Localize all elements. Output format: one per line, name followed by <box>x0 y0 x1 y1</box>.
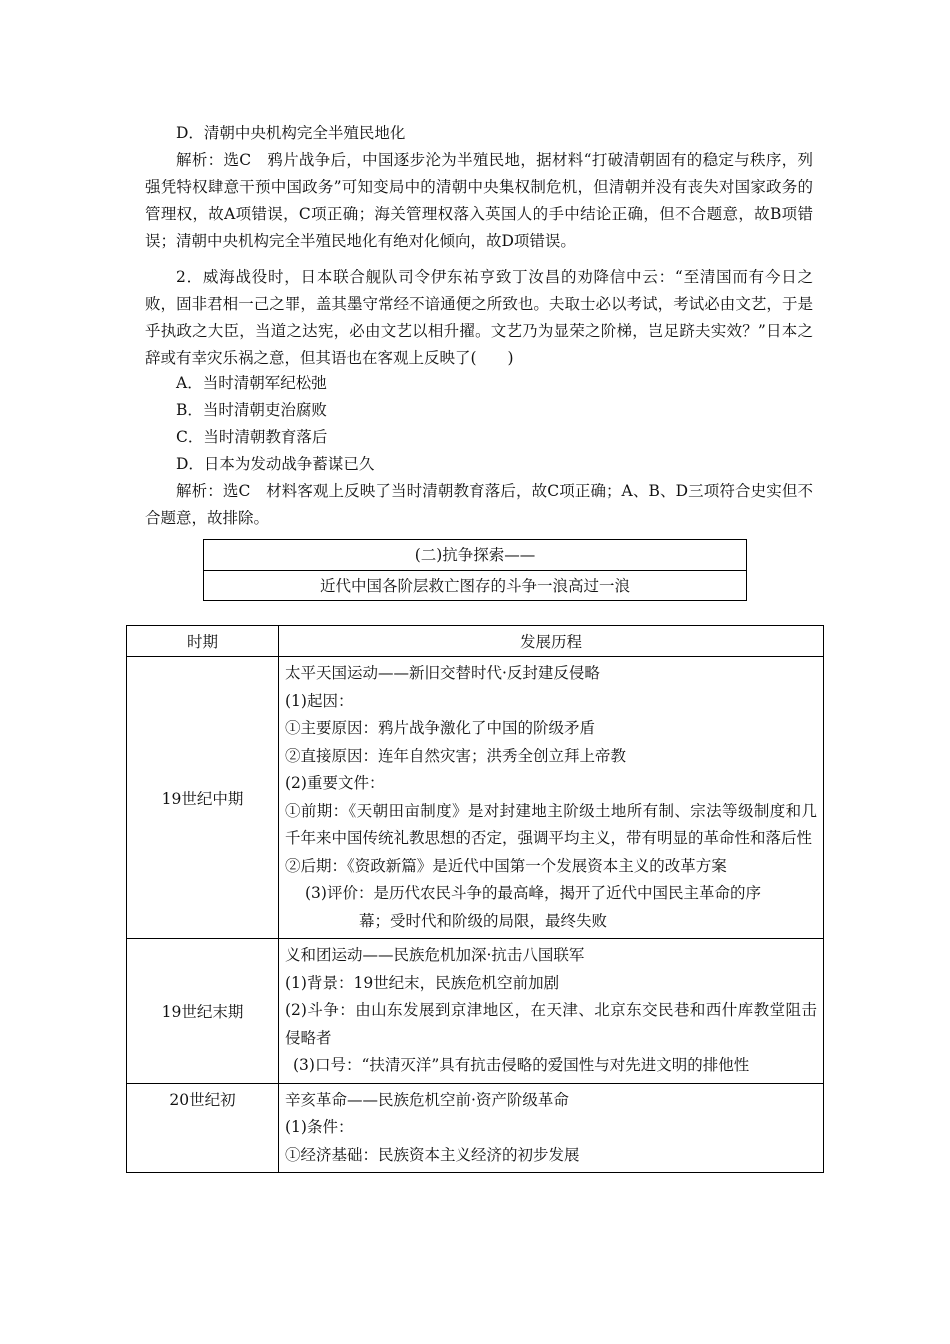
row-line: ①主要原因：鸦片战争激化了中国的阶级矛盾 <box>285 719 596 737</box>
row-line: (1)条件： <box>285 1118 354 1136</box>
row-line: (3)口号：“扶清灭洋”具有抗击侵略的爱国性与对先进文明的排他性 <box>293 1056 750 1074</box>
row-line: (1)背景：19世纪末，民族危机空前加剧 <box>285 973 560 992</box>
period-cell: 19世纪末期 <box>127 939 279 1084</box>
header-process: 发展历程 <box>279 626 824 657</box>
table-row <box>127 657 824 939</box>
section-title: (二)抗争探索—— <box>414 546 536 564</box>
row-line: ①经济基础：民族资本主义经济的初步发展 <box>285 1145 580 1164</box>
process-cell <box>279 1083 824 1173</box>
row-heading: 义和团运动——民族危机加深·抗击八国联军 <box>285 946 585 964</box>
row-line: ①前期：《天朝田亩制度》是对封建地主阶级土地所有制、宗法等级制度和几千年来中国传统礼教思想的否定，强调平均主义，带有明显的革命性和落后性 <box>285 801 817 847</box>
q1-analysis: 解析：选C 鸦片战争后，中国逐步沦为半殖民地，据材料“打破清朝固有的稳定与秩序，列强凭特权肆意干预中国政务”可知变局中的清朝中央集权制危机，但清朝并没有丧失对国家政务的管理权，故A项错误，C项正确；海关管理权落入英国人的手中结论正确，但不合题意，故B项错误；清朝中央机构完全半殖民地化有绝对化倾向，故D项错误。 <box>145 151 813 250</box>
period-cell: 19世纪中期 <box>127 657 279 939</box>
row-line: (2)斗争：由山东发展到京津地区，在天津、北京东交民巷和西什库教堂阻击侵略者 <box>285 1001 817 1047</box>
row-line: 幕；受时代和阶级的局限，最终失败 <box>359 911 608 930</box>
section-heading-box <box>203 539 747 601</box>
row-line: (3)评价：是历代农民斗争的最高峰，揭开了近代中国民主革命的序 <box>305 884 761 902</box>
history-table <box>126 625 824 1173</box>
row-line: ②后期：《资政新篇》是近代中国第一个发展资本主义的改革方案 <box>285 856 727 875</box>
row-heading: 辛亥革命——民族危机空前·资产阶级革命 <box>285 1090 569 1109</box>
q2-option-a: A．当时清朝军纪松弛 <box>176 374 327 392</box>
q2-option-d: D．日本为发动战争蓄谋已久 <box>176 455 375 473</box>
q1-option-d: D．清朝中央机构完全半殖民地化 <box>176 124 406 142</box>
row-line: ②直接原因：连年自然灾害；洪秀全创立拜上帝教 <box>285 746 627 765</box>
process-cell <box>279 657 824 939</box>
header-period: 时期 <box>127 626 279 657</box>
period-cell: 20世纪初 <box>127 1083 279 1173</box>
table-row <box>127 1083 824 1173</box>
table-row <box>127 939 824 1084</box>
row-heading: 太平天国运动——新旧交替时代·反封建反侵略 <box>285 664 600 682</box>
q2-option-c: C．当时清朝教育落后 <box>176 428 328 446</box>
q2-option-b: B．当时清朝吏治腐败 <box>176 401 327 419</box>
row-line: (1)起因： <box>285 691 354 710</box>
q2-stem: 2．威海战役时，日本联合舰队司令伊东祐亨致丁汝昌的劝降信中云：“至清国而有今日之败，固非君相一己之罪，盖其墨守常经不谙通便之所致也。夫取士必以考试，考试必由文艺，于是乎执政之大臣，当道之达宪，必由文艺以相升擢。文艺乃为显荣之阶梯，岂足跻夫实效？”日本之辞或有幸灾乐祸之意，但其语也在客观上反映了( ) <box>145 268 813 367</box>
q2-analysis: 解析：选C 材料客观上反映了当时清朝教育落后，故C项正确；A、B、D三项符合史实但不合题意，故排除。 <box>145 482 813 527</box>
process-cell <box>279 939 824 1084</box>
table-header-row <box>127 626 824 657</box>
row-line: (2)重要文件： <box>285 774 385 792</box>
section-subtitle: 近代中国各阶层救亡图存的斗争一浪高过一浪 <box>204 570 746 601</box>
